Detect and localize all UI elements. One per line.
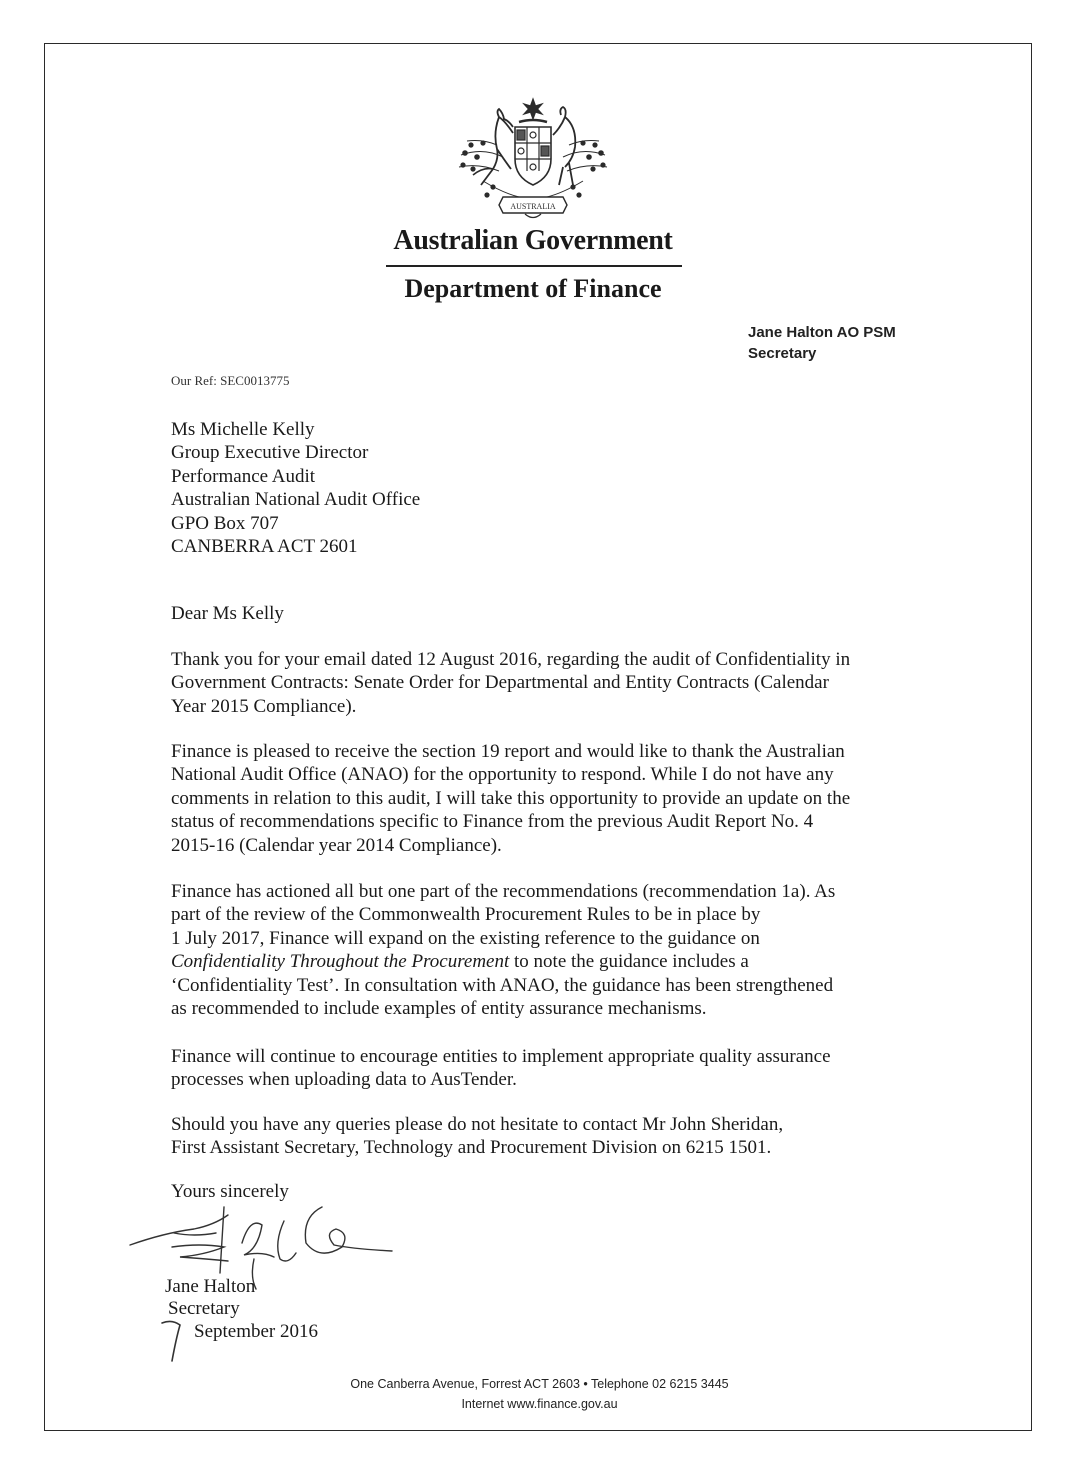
salutation: Dear Ms Kelly [171, 603, 284, 624]
paragraph-line: Finance is pleased to receive the section 19 report and would like to thank the Australian [171, 741, 845, 762]
signer-title: Secretary [168, 1298, 240, 1319]
paragraph-line: Should you have any queries please do not hesitate to contact Mr John Sheridan, [171, 1114, 784, 1135]
sender-block [748, 322, 896, 364]
paragraph-line: National Audit Office (ANAO) for the opportunity to respond. While I do not have any [171, 764, 834, 786]
recipient-address [171, 418, 420, 558]
body-paragraph [171, 648, 931, 718]
sender-name: Jane Halton AO PSM [748, 324, 896, 341]
address-line: Performance Audit [171, 465, 316, 487]
address-line: Australian National Audit Office [171, 489, 421, 511]
paragraph-line: part of the review of the Commonwealth Procurement Rules to be in place by [171, 904, 761, 926]
svg-text:AUSTRALIA: AUSTRALIA [510, 202, 556, 211]
paragraph-line: as recommended to include examples of entity assurance mechanisms. [171, 998, 707, 1020]
paragraph-line: processes when uploading data to AusTender. [171, 1069, 517, 1091]
paragraph-line: Finance will continue to encourage entities to implement appropriate quality assurance [171, 1046, 831, 1067]
address-line: Group Executive Director [171, 442, 369, 464]
closing: Yours sincerely [171, 1181, 289, 1202]
paragraph-line: First Assistant Secretary, Technology and Procurement Division on 6215 1501. [171, 1137, 772, 1159]
department-name: Department of Finance [404, 274, 662, 303]
paragraph-line: comments in relation to this audit, I will take this opportunity to provide an update on the [171, 787, 851, 809]
paragraph-line: Thank you for your email dated 12 August 2016, regarding the audit of Confidentiality in [171, 649, 851, 670]
address-line: Ms Michelle Kelly [171, 419, 315, 440]
paragraph-line: Year 2015 Compliance). [171, 695, 357, 717]
body-paragraph [171, 880, 931, 1020]
footer-website: Internet www.finance.gov.au [461, 1397, 618, 1411]
footer-address: One Canberra Avenue, Forrest ACT 2603 • Telephone 02 6215 3445 [350, 1377, 729, 1391]
sender-title: Secretary [748, 345, 817, 362]
organisation-name: Australian Government [393, 225, 673, 256]
paragraph-line: 1 July 2017, Finance will expand on the existing reference to the guidance on [171, 927, 760, 949]
paragraph-line: 2015-16 (Calendar year 2014 Compliance). [171, 834, 502, 856]
reference-number: Our Ref: SEC0013775 [171, 373, 290, 388]
paragraph-line: Government Contracts: Senate Order for Departmental and Entity Contracts (Calendar [171, 672, 829, 694]
address-line: GPO Box 707 [171, 512, 279, 534]
handwritten-date-day-icon [160, 1317, 184, 1363]
paragraph-line: Finance has actioned all but one part of the recommendations (recommendation 1a). As [171, 881, 836, 902]
paragraph-line-rest: to note the guidance includes a [509, 951, 749, 973]
document-title-italic: Confidentiality Throughout the Procurement [171, 951, 510, 973]
body-paragraph [171, 1113, 931, 1160]
letterhead-divider [386, 265, 682, 267]
body-paragraph [171, 740, 931, 857]
paragraph-line: status of recommendations specific to Finance from the previous Audit Report No. 4 [171, 811, 814, 833]
australian-coat-of-arms-icon [453, 97, 613, 223]
paragraph-line: ‘Confidentiality Test’. In consultation with ANAO, the guidance has been strengthened [171, 974, 834, 996]
signer-name: Jane Halton [165, 1276, 256, 1297]
address-line: CANBERRA ACT 2601 [171, 536, 358, 558]
body-paragraph [171, 1045, 931, 1092]
paragraph-line [171, 950, 931, 973]
letter-date: September 2016 [194, 1321, 319, 1342]
